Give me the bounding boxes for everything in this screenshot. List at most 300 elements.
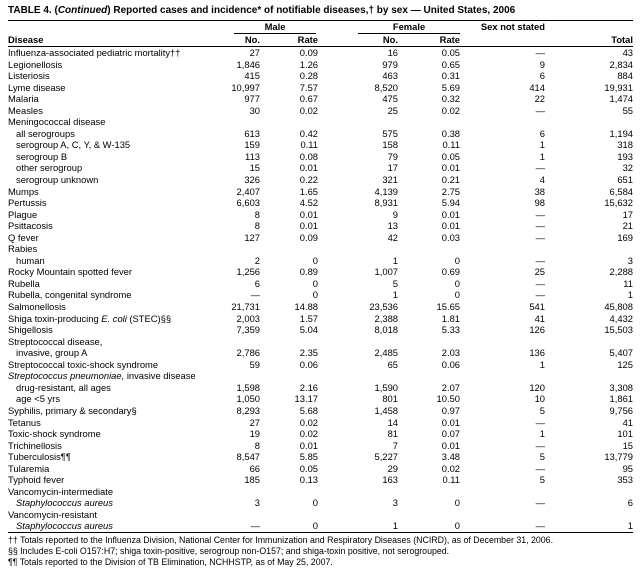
table-row: [8, 428, 633, 440]
total-cell: 4,432: [609, 312, 633, 324]
male-rate-cell: [260, 509, 318, 521]
disease-name: Tetanus: [8, 416, 41, 428]
table-group-row: [8, 509, 633, 521]
disease-name: Pertussis: [8, 197, 47, 209]
female-group-label: Female: [392, 21, 426, 32]
male-rate-cell: 5.04: [299, 324, 318, 336]
table-row: [8, 405, 633, 417]
sex-not-stated-cell: 1: [539, 358, 545, 370]
total-cell: 651: [617, 174, 633, 186]
footnotes: [8, 533, 633, 568]
disease-name: age <5 yrs: [16, 393, 61, 405]
total-cell: 1,194: [609, 127, 633, 139]
notifiable-diseases-table: [8, 20, 633, 533]
table-row: [8, 313, 633, 325]
disease-name: Mumps: [8, 185, 39, 197]
male-no-cell: 6: [254, 277, 260, 289]
male-rate-cell: 0.13: [299, 474, 318, 486]
female-rate-cell: [398, 116, 460, 128]
male-rate-cell: 0.11: [300, 139, 318, 151]
sex-not-stated-cell: —: [535, 439, 545, 451]
female-no-cell: 17: [387, 162, 398, 174]
table-row: [8, 105, 633, 117]
male-no-cell: 19: [249, 428, 260, 440]
female-no-cell: 23,536: [369, 301, 398, 313]
total-cell: 11: [623, 277, 633, 289]
footnote-tuberculosis: ¶¶ Totals reported to the Division of TB Elimination, NCHHSTP, as of May 25, 2007.: [8, 557, 333, 568]
footnote-stec: §§ Includes E-coli O157:H7; shiga toxin-positive, serogroup non-O157; and shiga-toxin positive, not serogrouped.: [8, 546, 450, 557]
disease-name: other serogroup: [16, 162, 83, 174]
table-row: [8, 59, 633, 71]
female-no-cell: [318, 509, 398, 521]
female-no-cell: 9: [392, 208, 398, 220]
male-no-cell: 8: [254, 208, 260, 220]
disease-name: Rocky Mountain spotted fever: [8, 266, 133, 278]
total-cell: 15: [622, 439, 633, 451]
male-no-cell: 7,359: [236, 324, 260, 336]
total-cell: 169: [617, 231, 633, 243]
female-rate-cell: 0: [454, 497, 460, 509]
sex-not-stated-cell: 1: [539, 139, 545, 151]
male-no-cell: 326: [244, 174, 260, 186]
female-no-cell: 1: [392, 289, 398, 301]
male-rate-cell: 0.02: [299, 416, 318, 428]
female-no-cell: 321: [382, 174, 398, 186]
male-rate-cell: 1.57: [299, 312, 318, 324]
male-rate-cell: 0.01: [299, 162, 318, 174]
male-rate-cell: 0.09: [299, 231, 318, 243]
table-title: [8, 5, 633, 20]
female-rate-cell: 0.38: [441, 127, 460, 139]
female-rate-cell: [398, 509, 460, 521]
table-row: [8, 162, 633, 174]
female-rate-cell: 2.07: [441, 381, 460, 393]
sex-not-stated-cell: —: [535, 208, 545, 220]
male-rate-cell: 0: [312, 520, 318, 532]
sex-not-stated-cell: 4: [539, 174, 545, 186]
sex-not-stated-cell: 126: [529, 324, 545, 336]
disease-name: serogroup A, C, Y, & W-135: [16, 139, 131, 151]
male-no-cell: 1,256: [236, 266, 260, 278]
sex-not-stated-cell: —: [535, 254, 545, 266]
column-header-male-rate: Rate: [260, 34, 318, 47]
column-header-male-no: No.: [216, 34, 260, 47]
male-no-cell: —: [250, 289, 260, 301]
male-no-cell: 8,547: [236, 451, 260, 463]
sex-not-stated-cell: 120: [529, 381, 545, 393]
total-cell: 95: [622, 462, 633, 474]
total-cell: 21: [622, 220, 633, 232]
female-no-cell: 2,485: [374, 347, 398, 359]
female-no-cell: [318, 486, 398, 498]
disease-name: Tuberculosis¶¶: [8, 451, 71, 463]
female-rate-cell: 0.97: [441, 404, 460, 416]
male-rate-cell: 2.35: [299, 347, 318, 359]
male-no-cell: 3: [254, 497, 260, 509]
total-cell: [545, 336, 633, 348]
female-rate-cell: 0.02: [441, 462, 460, 474]
female-rate-cell: 0.11: [442, 474, 460, 486]
female-rate-cell: [398, 336, 460, 348]
sex-not-stated-cell: —: [535, 47, 545, 58]
female-no-cell: 5,227: [374, 451, 398, 463]
sex-not-stated-cell: —: [535, 162, 545, 174]
disease-name: Rubella: [8, 277, 40, 289]
sex-not-stated-cell: [460, 509, 545, 521]
female-rate-cell: 0.32: [441, 93, 460, 105]
total-cell: [545, 486, 633, 498]
table-row: [8, 220, 633, 232]
table-row: [8, 463, 633, 475]
disease-name: Staphylococcus aureus: [16, 520, 113, 532]
total-cell: 15,632: [604, 197, 633, 209]
male-rate-cell: 0.02: [299, 104, 318, 116]
female-rate-cell: 0.65: [441, 58, 460, 70]
female-no-cell: 801: [382, 393, 398, 405]
sex-not-stated-cell: [460, 116, 545, 128]
disease-name: human: [16, 254, 45, 266]
female-no-cell: 2,388: [374, 312, 398, 324]
female-no-cell: 1: [392, 520, 398, 532]
female-no-cell: 4,139: [374, 185, 398, 197]
disease-name: Streptococcal toxic-shock syndrome: [8, 358, 159, 370]
sex-not-stated-cell: 1: [539, 428, 545, 440]
disease-name: Streptococcal disease,: [8, 335, 103, 347]
sex-not-stated-cell: 10: [534, 393, 545, 405]
male-no-cell: [216, 243, 260, 255]
column-header-sex-not-stated: Sex not stated: [460, 21, 545, 47]
total-cell: 5,407: [609, 347, 633, 359]
female-no-cell: 14: [387, 416, 398, 428]
disease-name: all serogroups: [16, 127, 75, 139]
sex-not-stated-cell: —: [535, 231, 545, 243]
male-rate-cell: 0.67: [299, 93, 318, 105]
table-body: [8, 47, 633, 533]
male-rate-cell: [260, 336, 318, 348]
female-no-cell: 8,931: [374, 197, 398, 209]
male-rate-cell: 0.22: [299, 174, 318, 186]
male-rate-cell: 0.02: [299, 428, 318, 440]
table-row: [8, 70, 633, 82]
table-header: [8, 21, 633, 47]
total-cell: 1,474: [609, 93, 633, 105]
table-row: [8, 266, 633, 278]
male-rate-cell: 0: [312, 277, 318, 289]
male-no-cell: 66: [249, 462, 260, 474]
total-cell: 6: [627, 497, 633, 509]
disease-name: Shigellosis: [8, 324, 53, 336]
female-rate-cell: 0: [454, 289, 460, 301]
male-no-cell: 10,997: [231, 81, 260, 93]
male-rate-cell: 13.17: [294, 393, 318, 405]
table-row: [8, 186, 633, 198]
female-no-cell: 13: [387, 220, 398, 232]
disease-name: Legionellosis: [8, 58, 63, 70]
female-rate-cell: 0.11: [442, 139, 460, 151]
sex-not-stated-cell: 6: [539, 70, 545, 82]
male-no-cell: 15: [249, 162, 260, 174]
female-no-cell: 1,007: [374, 266, 398, 278]
sex-not-stated-cell: 1: [539, 150, 545, 162]
female-rate-cell: 10.50: [436, 393, 460, 405]
female-rate-cell: 0.01: [441, 208, 460, 220]
table-group-row: [8, 486, 633, 498]
female-rate-cell: 0: [454, 520, 460, 532]
female-no-cell: 8,520: [374, 81, 398, 93]
sex-not-stated-cell: 136: [529, 347, 545, 359]
total-cell: 32: [622, 162, 633, 174]
male-no-cell: 185: [244, 474, 260, 486]
table-row: [8, 197, 633, 209]
male-rate-cell: 0.09: [299, 47, 318, 58]
male-rate-cell: [260, 116, 318, 128]
table-row: [8, 301, 633, 313]
total-cell: 353: [617, 474, 633, 486]
female-no-cell: 979: [382, 58, 398, 70]
male-rate-cell: 14.88: [294, 301, 318, 313]
sex-not-stated-cell: —: [535, 520, 545, 532]
male-no-cell: 2,407: [236, 185, 260, 197]
column-header-disease: Disease: [8, 21, 216, 47]
male-rate-cell: 0.01: [299, 208, 318, 220]
sex-not-stated-cell: —: [535, 416, 545, 428]
disease-name: serogroup B: [16, 150, 68, 162]
male-no-cell: 977: [244, 93, 260, 105]
total-cell: 15,503: [604, 324, 633, 336]
table-row: [8, 324, 633, 336]
female-no-cell: 81: [387, 428, 398, 440]
total-cell: 13,779: [604, 451, 633, 463]
female-rate-cell: 5.94: [441, 197, 460, 209]
disease-name: Streptococcus pneumoniae, invasive disease: [8, 370, 196, 382]
female-rate-cell: 15.65: [436, 301, 460, 313]
total-cell: [545, 243, 633, 255]
female-rate-cell: 0.01: [441, 220, 460, 232]
female-no-cell: [318, 116, 398, 128]
male-rate-cell: 2.16: [299, 381, 318, 393]
total-cell: [545, 370, 633, 382]
total-cell: 43: [622, 47, 633, 58]
male-no-cell: 2: [254, 254, 260, 266]
disease-name: Meningococcal disease: [8, 116, 106, 128]
disease-name: Influenza-associated pediatric mortality††: [8, 47, 181, 58]
male-rate-cell: 7.57: [299, 81, 318, 93]
sex-not-stated-cell: [460, 486, 545, 498]
total-cell: 125: [617, 358, 633, 370]
female-rate-cell: 0.01: [441, 416, 460, 428]
table-row: [8, 289, 633, 301]
disease-name: Syphilis, primary & secondary§: [8, 404, 137, 416]
male-rate-cell: 5.68: [299, 404, 318, 416]
male-no-cell: [216, 509, 260, 521]
male-rate-cell: 1.26: [299, 58, 318, 70]
male-rate-cell: 0.89: [299, 266, 318, 278]
total-cell: 1,861: [609, 393, 633, 405]
male-rate-cell: 0.28: [299, 70, 318, 82]
sex-not-stated-cell: —: [535, 220, 545, 232]
disease-name: Toxic-shock syndrome: [8, 428, 101, 440]
total-cell: 45,808: [604, 301, 633, 313]
total-cell: 3: [627, 254, 633, 266]
female-rate-cell: 0.05: [441, 47, 460, 58]
total-cell: 884: [617, 70, 633, 82]
table-group-row: [8, 370, 633, 382]
male-rate-cell: 0: [312, 497, 318, 509]
female-no-cell: 42: [387, 231, 398, 243]
male-no-cell: [216, 370, 260, 382]
female-rate-cell: 0.01: [441, 439, 460, 451]
male-no-cell: 2,003: [236, 312, 260, 324]
male-no-cell: 8: [254, 439, 260, 451]
sex-not-stated-cell: 9: [539, 58, 545, 70]
sex-not-stated-cell: [460, 243, 545, 255]
female-no-cell: 575: [382, 127, 398, 139]
disease-name: Tularemia: [8, 462, 50, 474]
female-rate-cell: 0.02: [441, 104, 460, 116]
female-no-cell: 1: [392, 254, 398, 266]
male-no-cell: 6,603: [236, 197, 260, 209]
sex-not-stated-cell: 541: [529, 301, 545, 313]
male-no-cell: 21,731: [231, 301, 260, 313]
disease-name: Typhoid fever: [8, 474, 65, 486]
female-rate-cell: 2.03: [441, 347, 460, 359]
table-row: [8, 417, 633, 429]
female-rate-cell: 2.75: [441, 185, 460, 197]
disease-name: Staphylococcus aureus: [16, 497, 113, 509]
female-no-cell: 8,018: [374, 324, 398, 336]
male-no-cell: 8: [254, 220, 260, 232]
male-rate-cell: 0.01: [299, 220, 318, 232]
female-no-cell: 79: [387, 150, 398, 162]
table-row: [8, 209, 633, 221]
sex-not-stated-cell: 98: [534, 197, 545, 209]
female-rate-cell: 0: [454, 277, 460, 289]
male-no-cell: 59: [249, 358, 260, 370]
header-row-groups: [8, 21, 633, 35]
table-group-row: [8, 116, 633, 128]
table-row: [8, 255, 633, 267]
sex-not-stated-cell: 5: [539, 404, 545, 416]
male-rate-cell: 4.52: [299, 197, 318, 209]
sex-not-stated-cell: 5: [539, 451, 545, 463]
male-rate-cell: 0.42: [299, 127, 318, 139]
female-no-cell: 3: [392, 497, 398, 509]
sex-not-stated-cell: 38: [534, 185, 545, 197]
male-no-cell: 1,050: [236, 393, 260, 405]
disease-name: Listeriosis: [8, 70, 50, 82]
male-no-cell: 8,293: [236, 404, 260, 416]
sex-not-stated-cell: 414: [529, 81, 545, 93]
female-rate-cell: 0.01: [441, 162, 460, 174]
disease-name: Rubella, congenital syndrome: [8, 289, 132, 301]
female-no-cell: [318, 370, 398, 382]
sex-not-stated-cell: 25: [534, 266, 545, 278]
footnote-influenza: †† Totals reported to the Influenza Division, National Center for Immunization and Respiratory Diseases (NCIRD), as of December 31, 2006.: [8, 535, 554, 546]
female-rate-cell: 0: [454, 254, 460, 266]
female-no-cell: 475: [382, 93, 398, 105]
table-row: [8, 497, 633, 509]
disease-name: Psittacosis: [8, 220, 53, 232]
table-row: [8, 174, 633, 186]
female-rate-cell: 0.07: [441, 428, 460, 440]
male-rate-cell: 1.65: [299, 185, 318, 197]
male-no-cell: 415: [244, 70, 260, 82]
table-row: [8, 474, 633, 486]
column-group-male: [216, 21, 318, 35]
total-cell: 2,288: [609, 266, 633, 278]
sex-not-stated-cell: —: [535, 497, 545, 509]
female-no-cell: 163: [382, 474, 398, 486]
table-row: [8, 359, 633, 371]
female-no-cell: 65: [387, 358, 398, 370]
female-no-cell: 25: [387, 104, 398, 116]
table-row: [8, 393, 633, 405]
female-no-cell: 1,590: [374, 381, 398, 393]
male-rate-cell: 0: [312, 254, 318, 266]
female-no-cell: [318, 243, 398, 255]
table-row: [8, 151, 633, 163]
female-rate-cell: 5.69: [441, 81, 460, 93]
female-no-cell: 29: [387, 462, 398, 474]
male-no-cell: 613: [244, 127, 260, 139]
table-row: [8, 139, 633, 151]
total-cell: 2,834: [609, 58, 633, 70]
male-no-cell: 1,598: [236, 381, 260, 393]
female-rate-cell: 0.03: [441, 231, 460, 243]
disease-name: Vancomycin-intermediate: [8, 485, 114, 497]
disease-name: Q fever: [8, 231, 39, 243]
disease-name: Lyme disease: [8, 81, 66, 93]
female-rate-cell: 3.48: [441, 451, 460, 463]
table-row: [8, 440, 633, 452]
female-rate-cell: 0.05: [441, 150, 460, 162]
male-rate-cell: 0.05: [299, 462, 318, 474]
sex-not-stated-cell: 22: [534, 93, 545, 105]
sex-not-stated-cell: [460, 336, 545, 348]
sex-not-stated-cell: 6: [539, 127, 545, 139]
table-row: [8, 82, 633, 94]
disease-name: Plague: [8, 208, 38, 220]
female-rate-cell: 5.33: [441, 324, 460, 336]
disease-name: serogroup unknown: [16, 174, 99, 186]
male-no-cell: 127: [244, 231, 260, 243]
male-no-cell: 27: [249, 416, 260, 428]
table-title-continued: Continued: [57, 5, 108, 16]
disease-name: Malaria: [8, 93, 39, 105]
male-rate-cell: 5.85: [299, 451, 318, 463]
column-header-total: Total: [545, 21, 633, 47]
disease-name: Measles: [8, 104, 43, 116]
total-cell: 1: [627, 289, 633, 301]
table-row: [8, 347, 633, 359]
total-cell: 3,308: [609, 381, 633, 393]
disease-name: Salmonellosis: [8, 301, 66, 313]
total-cell: [545, 509, 633, 521]
male-rate-cell: 0.01: [299, 439, 318, 451]
disease-name: Trichinellosis: [8, 439, 62, 451]
table-group-row: [8, 243, 633, 255]
sex-not-stated-cell: —: [535, 462, 545, 474]
table-row: [8, 520, 633, 532]
female-rate-cell: [398, 370, 460, 382]
disease-name: invasive, group A: [16, 347, 88, 359]
total-cell: 55: [622, 104, 633, 116]
male-rate-cell: 0.08: [299, 150, 318, 162]
table-row: [8, 451, 633, 463]
male-no-cell: 159: [244, 139, 260, 151]
male-rate-cell: [260, 243, 318, 255]
male-no-cell: [216, 116, 260, 128]
